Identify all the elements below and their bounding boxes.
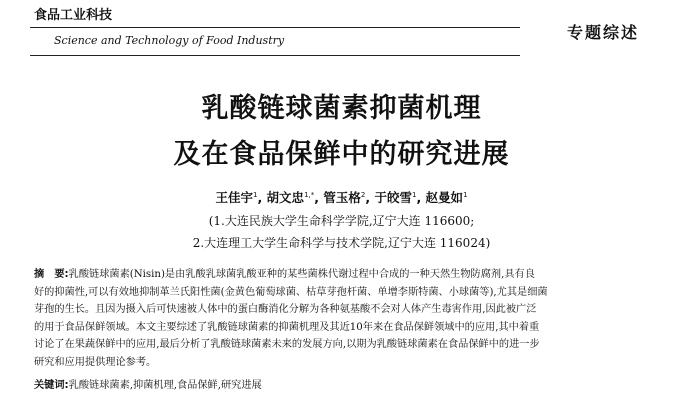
section-tag: 专题综述 — [567, 23, 640, 42]
abstract-label: 摘 要: — [34, 269, 69, 280]
abstract-line: 摘 要:乳酸链球菌素(Nisin)是由乳酸乳球菌乳酸亚种的某些菌株代谢过程中合成的一种天然生物防腐剂,具有良 — [34, 269, 535, 280]
author-affiliation-mark: 1 — [252, 190, 258, 199]
author-affiliation-mark: 1 — [411, 190, 417, 199]
abstract-line: 的用于食品保鲜领域。本文主要综述了乳酸链球菌素的抑菌机理及其近10年来在食品保鲜领域中的应用,其中着重 — [34, 321, 540, 333]
keywords-text: 乳酸链球菌素,抑菌机理,食品保鲜,研究进展 — [68, 380, 262, 391]
header-bottom-rule — [30, 55, 520, 56]
abstract-line: 好的抑菌性,可以有效地抑制革兰氏阳性菌(金黄色葡萄球菌、枯草芽孢杆菌、单增李斯特菌、小球菌等),尤其是细菌 — [34, 286, 548, 298]
author-name: 管玉格 — [323, 190, 361, 205]
author-name: 于皎雪 — [374, 190, 412, 205]
author-name: 赵曼如 — [425, 190, 464, 205]
journal-name-en: Science and Technology of Food Industry — [54, 34, 285, 47]
author-name: 胡文忠 — [266, 190, 305, 205]
author-affiliation-mark: 1,* — [304, 190, 315, 199]
header-top-rule — [30, 27, 520, 28]
abstract-line: 讨论了在果蔬保鲜中的应用,最后分析了乳酸链球菌素未来的发展方向,以期为乳酸链球菌素在食品保鲜中的进一步 — [34, 339, 540, 350]
abstract — [34, 266, 652, 371]
author-affiliation-mark: 1 — [463, 190, 468, 199]
author-affiliation-mark: 2 — [360, 190, 366, 199]
keywords — [34, 376, 652, 391]
abstract-line: 研究和应用提供理论参考。 — [34, 356, 157, 368]
author-list: 王佳宇$^1$, 胡文忠$^{1,*}$, 管玉格$^2$, 于皎雪$^1$, 赵曼如$^1$ — [215, 190, 468, 205]
affiliation-2: 2.大连理工大学生命科学与技术学院,辽宁大连 116024) — [192, 236, 491, 250]
affiliation-1: (1.大连民族大学生命科学学院,辽宁大连 116600; — [208, 214, 475, 228]
keywords-label: 关键词: — [34, 380, 69, 391]
abstract-line: 芽孢的生长。且因为摄入后可快速被人体中的蛋白酶消化分解为各种氨基酸不会对人体产生毒害作用,因此被广泛 — [34, 304, 537, 315]
journal-name-cn: 食品工业科技 — [34, 8, 113, 23]
paper-title-line2: 及在食品保鲜中的研究进展 — [173, 139, 510, 170]
author-name: 王佳宇 — [215, 190, 253, 205]
paper-title-line1: 乳酸链球菌素抑菌机理 — [201, 93, 482, 124]
